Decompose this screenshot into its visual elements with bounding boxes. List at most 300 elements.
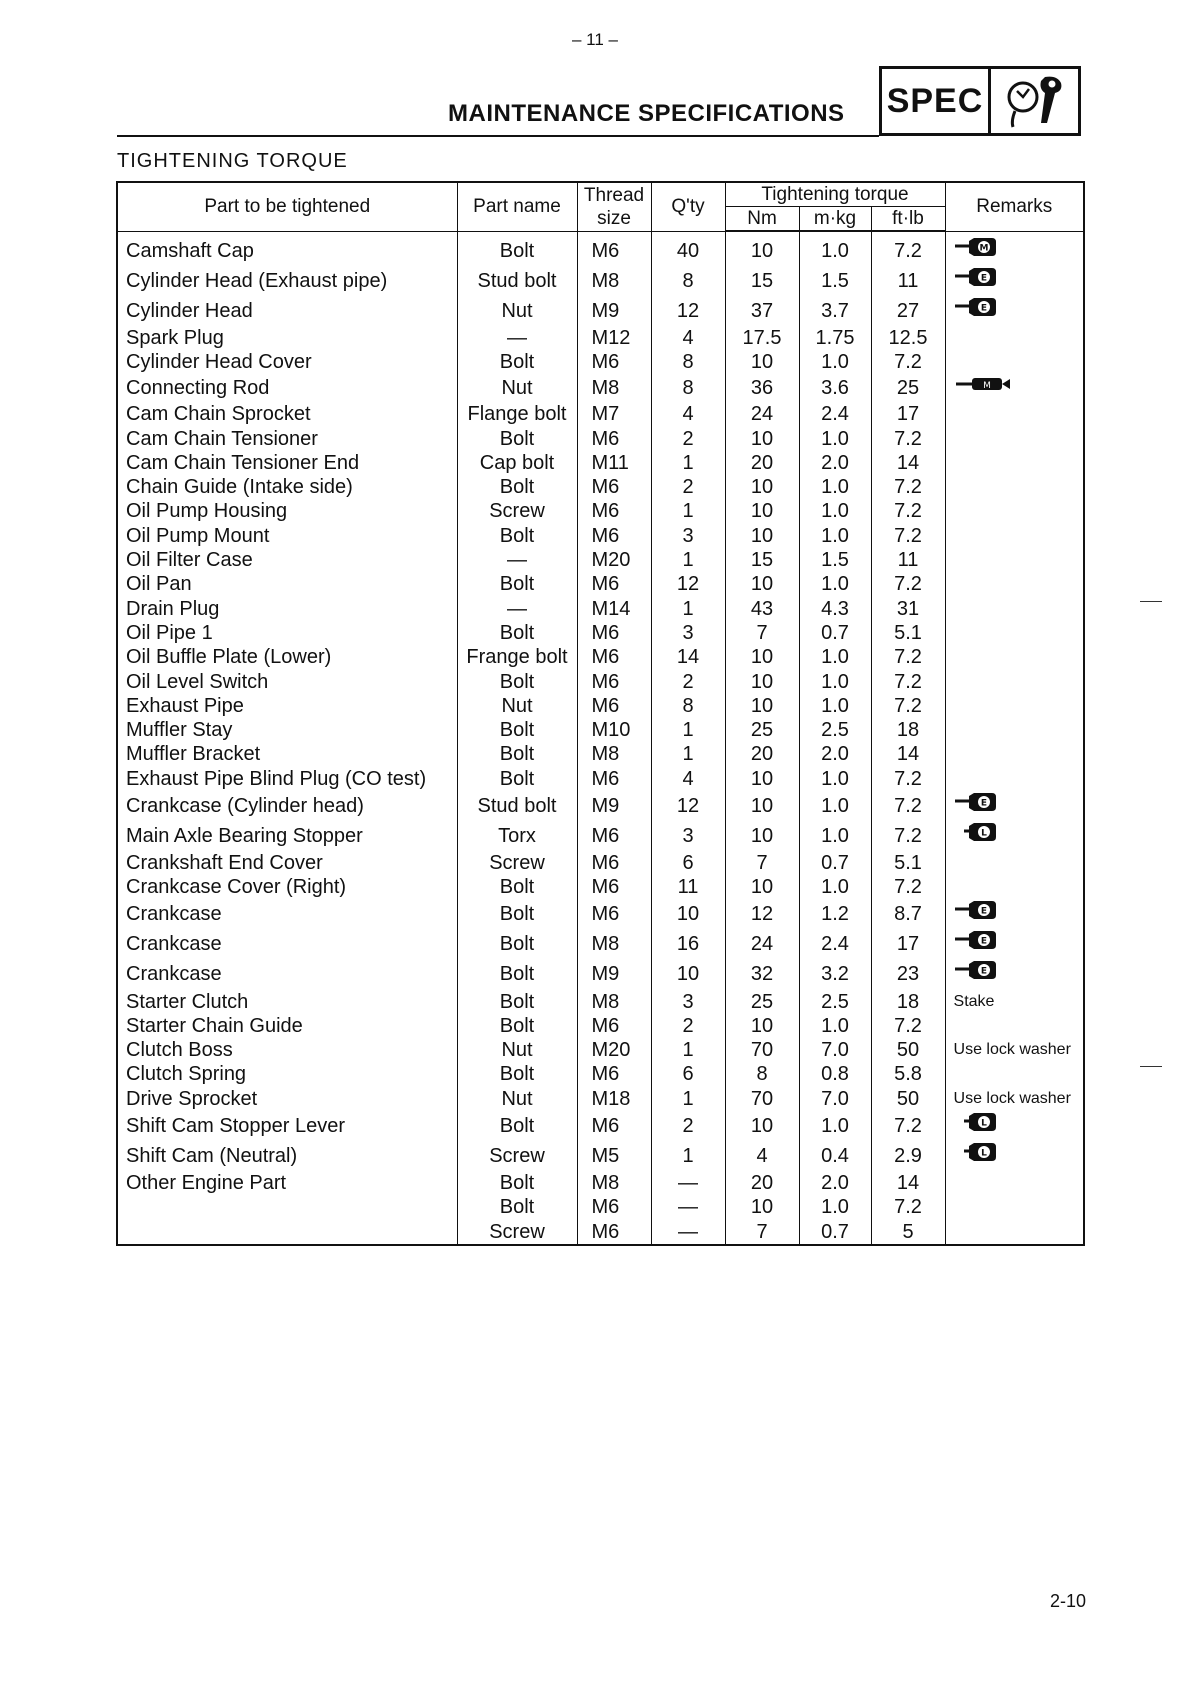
svg-text:M: M [982, 381, 991, 392]
torque-mkg-cell: 2.5 [799, 718, 871, 742]
remarks-cell [945, 669, 1084, 693]
torque-nm-cell: 25 [725, 718, 799, 742]
qty-cell: 4 [651, 767, 725, 791]
torque-nm-cell: 8 [725, 1062, 799, 1086]
torque-ftlb-cell: 17 [871, 402, 945, 426]
table-row [117, 1111, 1084, 1141]
remarks-cell [945, 821, 1084, 851]
qty-cell: 2 [651, 669, 725, 693]
torque-nm-cell: 10 [725, 821, 799, 851]
qty-cell: 8 [651, 694, 725, 718]
remarks-cell [945, 694, 1084, 718]
table-row [117, 402, 1084, 426]
torque-ftlb-cell: 7.2 [871, 791, 945, 821]
torque-nm-cell: 10 [725, 231, 799, 266]
remarks-cell [945, 296, 1084, 326]
torque-nm-cell: 17.5 [725, 326, 799, 350]
svg-text:E: E [980, 303, 987, 313]
torque-nm-cell: 10 [725, 524, 799, 548]
torque-nm-cell: 10 [725, 767, 799, 791]
remarks-cell [945, 645, 1084, 669]
svg-text:E: E [980, 966, 987, 977]
torque-ftlb-cell: 12.5 [871, 326, 945, 350]
table-row [117, 899, 1084, 929]
remarks-cell [945, 596, 1084, 620]
torque-ftlb-cell: 11 [871, 548, 945, 572]
torque-mkg-cell: 7.0 [799, 1087, 871, 1111]
footer-page-code: 2-10 [1050, 1591, 1087, 1611]
thread-size-cell: M6 [577, 499, 651, 523]
thread-size-cell: M8 [577, 742, 651, 766]
torque-mkg-cell: 0.7 [799, 851, 871, 875]
part-name-cell: Nut [457, 694, 577, 718]
table-row [117, 572, 1084, 596]
table-body [117, 231, 1084, 1245]
part-name-cell: Nut [457, 1087, 577, 1111]
remarks-text: Stake [953, 992, 995, 1010]
torque-nm-cell: 43 [725, 596, 799, 620]
part-cell: Oil Buffle Plate (Lower) [117, 645, 457, 669]
remarks-cell [945, 621, 1084, 645]
thread-size-cell: M6 [577, 524, 651, 548]
part-name-cell: Bolt [457, 718, 577, 742]
part-cell: Exhaust Pipe [117, 694, 457, 718]
thread-size-cell: M6 [577, 475, 651, 499]
qty-cell: 4 [651, 402, 725, 426]
lube-engine-oil-icon [954, 929, 1002, 959]
torque-ftlb-cell: 7.2 [871, 767, 945, 791]
torque-mkg-cell: 2.0 [799, 742, 871, 766]
part-name-cell: Stud bolt [457, 266, 577, 296]
header-part: Part to be tightened [117, 182, 457, 231]
header-tightening-torque: Tightening torque [725, 182, 945, 207]
thread-size-cell: M6 [577, 231, 651, 266]
remarks-cell [945, 499, 1084, 523]
torque-nm-cell: 70 [725, 1038, 799, 1062]
torque-mkg-cell: 3.2 [799, 959, 871, 989]
remarks-cell [945, 326, 1084, 350]
qty-cell: 12 [651, 296, 725, 326]
svg-text:M: M [979, 243, 988, 253]
torque-mkg-cell: 1.2 [799, 899, 871, 929]
part-name-cell: Bolt [457, 929, 577, 959]
torque-mkg-cell: 1.0 [799, 767, 871, 791]
torque-mkg-cell: 0.7 [799, 621, 871, 645]
torque-ftlb-cell: 7.2 [871, 645, 945, 669]
svg-text:L: L [980, 1118, 987, 1129]
torque-mkg-cell: 1.0 [799, 231, 871, 266]
part-cell: Shift Cam Stopper Lever [117, 1111, 457, 1141]
part-cell: Chain Guide (Intake side) [117, 475, 457, 499]
torque-ftlb-cell: 7.2 [871, 499, 945, 523]
part-cell: Cam Chain Tensioner [117, 426, 457, 450]
torque-mkg-cell: 2.0 [799, 451, 871, 475]
svg-text:E: E [980, 798, 987, 809]
header-thread-size: Thread size [577, 182, 651, 231]
qty-cell: 2 [651, 475, 725, 499]
torque-mkg-cell: 7.0 [799, 1038, 871, 1062]
part-cell: Cylinder Head (Exhaust pipe) [117, 266, 457, 296]
qty-cell: 12 [651, 791, 725, 821]
part-name-cell: Flange bolt [457, 402, 577, 426]
torque-mkg-cell: 1.0 [799, 1195, 871, 1219]
table-row [117, 426, 1084, 450]
lube-engine-oil-icon [954, 266, 1002, 296]
qty-cell: 1 [651, 1087, 725, 1111]
page-number: – 11 – [571, 30, 618, 49]
table-row [117, 742, 1084, 766]
table-row [117, 669, 1084, 693]
torque-nm-cell: 70 [725, 1087, 799, 1111]
table-row [117, 475, 1084, 499]
thread-size-cell: M6 [577, 821, 651, 851]
part-cell: Oil Pan [117, 572, 457, 596]
thread-size-cell: M20 [577, 1038, 651, 1062]
thread-size-cell: M8 [577, 374, 651, 402]
torque-ftlb-cell: 14 [871, 742, 945, 766]
part-name-cell: Nut [457, 374, 577, 402]
torque-nm-cell: 20 [725, 742, 799, 766]
torque-ftlb-cell: 50 [871, 1087, 945, 1111]
svg-text:L: L [980, 828, 987, 839]
part-name-cell: Bolt [457, 524, 577, 548]
torque-nm-cell: 10 [725, 350, 799, 374]
part-name-cell: — [457, 596, 577, 620]
table-row [117, 326, 1084, 350]
part-cell: Cylinder Head [117, 296, 457, 326]
qty-cell: 4 [651, 326, 725, 350]
table-row [117, 621, 1084, 645]
torque-nm-cell: 10 [725, 694, 799, 718]
table-row [117, 1171, 1084, 1195]
part-name-cell: Screw [457, 1141, 577, 1171]
thread-size-cell: M5 [577, 1141, 651, 1171]
torque-ftlb-cell: 5.1 [871, 851, 945, 875]
table-row [117, 350, 1084, 374]
lube-engine-oil-icon [954, 959, 1002, 989]
thread-size-cell: M6 [577, 1220, 651, 1245]
part-name-cell: — [457, 326, 577, 350]
qty-cell: 1 [651, 1038, 725, 1062]
torque-ftlb-cell: 7.2 [871, 572, 945, 596]
torque-mkg-cell: 1.5 [799, 548, 871, 572]
remarks-cell [945, 426, 1084, 450]
thread-size-cell: M12 [577, 326, 651, 350]
table-row [117, 959, 1084, 989]
torque-ftlb-cell: 50 [871, 1038, 945, 1062]
remarks-cell [945, 1062, 1084, 1086]
thread-size-cell: M7 [577, 402, 651, 426]
table-row [117, 266, 1084, 296]
table-row [117, 718, 1084, 742]
part-name-cell: Bolt [457, 426, 577, 450]
lube-molybdenum-disulfide-icon [954, 374, 1014, 402]
part-name-cell: Bolt [457, 875, 577, 899]
qty-cell: — [651, 1220, 725, 1245]
thread-size-cell: M8 [577, 266, 651, 296]
table-row [117, 851, 1084, 875]
part-cell: Starter Chain Guide [117, 1014, 457, 1038]
torque-nm-cell: 32 [725, 959, 799, 989]
thread-size-cell: M6 [577, 1062, 651, 1086]
torque-mkg-cell: 1.0 [799, 350, 871, 374]
part-cell: Clutch Spring [117, 1062, 457, 1086]
torque-mkg-cell: 1.0 [799, 1111, 871, 1141]
page-title: MAINTENANCE SPECIFICATIONS [448, 100, 845, 127]
torque-ftlb-cell: 7.2 [871, 694, 945, 718]
torque-nm-cell: 10 [725, 791, 799, 821]
margin-mark [1140, 601, 1162, 602]
torque-ftlb-cell: 31 [871, 596, 945, 620]
part-cell: Cylinder Head Cover [117, 350, 457, 374]
torque-nm-cell: 15 [725, 548, 799, 572]
remarks-cell [945, 572, 1084, 596]
torque-nm-cell: 20 [725, 451, 799, 475]
part-name-cell: Bolt [457, 350, 577, 374]
torque-mkg-cell: 2.5 [799, 989, 871, 1013]
qty-cell: 1 [651, 548, 725, 572]
torque-mkg-cell: 4.3 [799, 596, 871, 620]
thread-size-cell: M6 [577, 669, 651, 693]
table-row [117, 548, 1084, 572]
qty-cell: 12 [651, 572, 725, 596]
table-row [117, 1038, 1084, 1062]
qty-cell: — [651, 1171, 725, 1195]
header-divider [117, 135, 879, 137]
remarks-cell [945, 524, 1084, 548]
torque-ftlb-cell: 14 [871, 451, 945, 475]
part-name-cell: Cap bolt [457, 451, 577, 475]
table-row [117, 231, 1084, 266]
spec-badge [879, 66, 1081, 136]
lube-engine-oil-icon [954, 899, 1002, 929]
remarks-cell [945, 1195, 1084, 1219]
torque-ftlb-cell: 23 [871, 959, 945, 989]
remarks-cell [945, 929, 1084, 959]
thread-size-cell: M6 [577, 1195, 651, 1219]
torque-nm-cell: 36 [725, 374, 799, 402]
torque-nm-cell: 24 [725, 402, 799, 426]
qty-cell: 8 [651, 374, 725, 402]
thread-size-cell: M11 [577, 451, 651, 475]
qty-cell: 3 [651, 821, 725, 851]
torque-wrench-gauge-icon [991, 69, 1078, 133]
header-remarks: Remarks [945, 182, 1084, 231]
remarks-cell [945, 1038, 1084, 1062]
table-row [117, 1220, 1084, 1245]
torque-mkg-cell: 1.75 [799, 326, 871, 350]
torque-nm-cell: 10 [725, 1195, 799, 1219]
remarks-cell [945, 374, 1084, 402]
thread-size-cell: M6 [577, 572, 651, 596]
thread-size-cell: M6 [577, 694, 651, 718]
thread-size-cell: M8 [577, 929, 651, 959]
torque-ftlb-cell: 18 [871, 989, 945, 1013]
torque-nm-cell: 10 [725, 499, 799, 523]
remarks-cell [945, 350, 1084, 374]
remarks-cell [945, 451, 1084, 475]
part-cell [117, 1220, 457, 1245]
table-row [117, 296, 1084, 326]
torque-ftlb-cell: 7.2 [871, 1195, 945, 1219]
torque-nm-cell: 10 [725, 1111, 799, 1141]
torque-ftlb-cell: 2.9 [871, 1141, 945, 1171]
part-name-cell: Screw [457, 1220, 577, 1245]
part-name-cell: Screw [457, 851, 577, 875]
section-title: TIGHTENING TORQUE [117, 150, 348, 172]
part-name-cell: Frange bolt [457, 645, 577, 669]
torque-mkg-cell: 2.4 [799, 402, 871, 426]
table-row [117, 1141, 1084, 1171]
torque-mkg-cell: 0.8 [799, 1062, 871, 1086]
thread-size-cell: M9 [577, 791, 651, 821]
qty-cell: — [651, 1195, 725, 1219]
thread-size-cell: M8 [577, 989, 651, 1013]
thread-size-cell: M6 [577, 621, 651, 645]
remarks-text: Use lock washer [953, 1089, 1071, 1107]
part-cell: Crankcase [117, 959, 457, 989]
remarks-cell [945, 875, 1084, 899]
torque-mkg-cell: 0.7 [799, 1220, 871, 1245]
part-cell: Exhaust Pipe Blind Plug (CO test) [117, 767, 457, 791]
qty-cell: 1 [651, 451, 725, 475]
torque-nm-cell: 37 [725, 296, 799, 326]
table-row [117, 1062, 1084, 1086]
part-name-cell: — [457, 548, 577, 572]
torque-ftlb-cell: 25 [871, 374, 945, 402]
lube-engine-oil-icon [954, 791, 1002, 821]
part-name-cell: Bolt [457, 1014, 577, 1038]
header-mkg: m·kg [799, 207, 871, 232]
torque-ftlb-cell: 7.2 [871, 350, 945, 374]
torque-nm-cell: 10 [725, 475, 799, 499]
header-nm: Nm [725, 207, 799, 232]
part-name-cell: Stud bolt [457, 791, 577, 821]
qty-cell: 11 [651, 875, 725, 899]
torque-ftlb-cell: 14 [871, 1171, 945, 1195]
part-name-cell: Bolt [457, 231, 577, 266]
thread-size-cell: M18 [577, 1087, 651, 1111]
qty-cell: 2 [651, 426, 725, 450]
remarks-cell [945, 1171, 1084, 1195]
torque-mkg-cell: 1.0 [799, 821, 871, 851]
remarks-cell [945, 266, 1084, 296]
torque-mkg-cell: 2.4 [799, 929, 871, 959]
torque-nm-cell: 4 [725, 1141, 799, 1171]
svg-text:E: E [980, 273, 987, 283]
remarks-cell [945, 231, 1084, 266]
torque-mkg-cell: 1.0 [799, 572, 871, 596]
part-cell: Crankshaft End Cover [117, 851, 457, 875]
part-cell: Cam Chain Sprocket [117, 402, 457, 426]
torque-nm-cell: 10 [725, 645, 799, 669]
qty-cell: 14 [651, 645, 725, 669]
thread-size-cell: M6 [577, 899, 651, 929]
part-cell: Cam Chain Tensioner End [117, 451, 457, 475]
thread-size-cell: M6 [577, 645, 651, 669]
qty-cell: 40 [651, 231, 725, 266]
part-cell: Clutch Boss [117, 1038, 457, 1062]
part-name-cell: Nut [457, 1038, 577, 1062]
torque-ftlb-cell: 11 [871, 266, 945, 296]
part-name-cell: Bolt [457, 475, 577, 499]
header-part-name: Part name [457, 182, 577, 231]
part-name-cell: Bolt [457, 899, 577, 929]
remarks-cell [945, 475, 1084, 499]
part-name-cell: Bolt [457, 572, 577, 596]
remarks-cell [945, 851, 1084, 875]
qty-cell: 1 [651, 718, 725, 742]
qty-cell: 2 [651, 1014, 725, 1038]
torque-nm-cell: 10 [725, 875, 799, 899]
torque-mkg-cell: 0.4 [799, 1141, 871, 1171]
part-cell: Oil Pump Mount [117, 524, 457, 548]
torque-nm-cell: 10 [725, 1014, 799, 1038]
torque-mkg-cell: 3.6 [799, 374, 871, 402]
margin-mark [1140, 1066, 1162, 1067]
locking-agent-icon [954, 821, 1002, 851]
part-cell: Crankcase [117, 899, 457, 929]
qty-cell: 10 [651, 959, 725, 989]
torque-mkg-cell: 1.0 [799, 645, 871, 669]
table-row [117, 1087, 1084, 1111]
torque-mkg-cell: 1.0 [799, 669, 871, 693]
qty-cell: 6 [651, 1062, 725, 1086]
torque-ftlb-cell: 5.8 [871, 1062, 945, 1086]
part-cell: Crankcase Cover (Right) [117, 875, 457, 899]
qty-cell: 8 [651, 350, 725, 374]
torque-nm-cell: 7 [725, 851, 799, 875]
torque-ftlb-cell: 7.2 [871, 875, 945, 899]
table-row [117, 821, 1084, 851]
torque-mkg-cell: 1.0 [799, 524, 871, 548]
part-cell [117, 1195, 457, 1219]
svg-text:E: E [980, 906, 987, 917]
qty-cell: 1 [651, 1141, 725, 1171]
qty-cell: 6 [651, 851, 725, 875]
torque-ftlb-cell: 5 [871, 1220, 945, 1245]
remarks-cell [945, 742, 1084, 766]
part-name-cell: Bolt [457, 669, 577, 693]
torque-ftlb-cell: 7.2 [871, 821, 945, 851]
torque-ftlb-cell: 7.2 [871, 1014, 945, 1038]
thread-size-cell: M6 [577, 426, 651, 450]
qty-cell: 1 [651, 499, 725, 523]
table-row [117, 451, 1084, 475]
thread-size-cell: M9 [577, 296, 651, 326]
torque-mkg-cell: 1.0 [799, 875, 871, 899]
thread-size-cell: M20 [577, 548, 651, 572]
table-row [117, 791, 1084, 821]
part-name-cell: Bolt [457, 1171, 577, 1195]
header-ftlb: ft·lb [871, 207, 945, 232]
torque-nm-cell: 20 [725, 1171, 799, 1195]
part-name-cell: Bolt [457, 621, 577, 645]
part-name-cell: Screw [457, 499, 577, 523]
part-name-cell: Bolt [457, 989, 577, 1013]
qty-cell: 1 [651, 742, 725, 766]
table-row [117, 499, 1084, 523]
torque-ftlb-cell: 8.7 [871, 899, 945, 929]
part-name-cell: Bolt [457, 1062, 577, 1086]
table-row [117, 767, 1084, 791]
torque-ftlb-cell: 7.2 [871, 475, 945, 499]
torque-nm-cell: 12 [725, 899, 799, 929]
remarks-cell [945, 1014, 1084, 1038]
table-row [117, 929, 1084, 959]
part-name-cell: Bolt [457, 1195, 577, 1219]
svg-text:L: L [980, 1148, 987, 1159]
